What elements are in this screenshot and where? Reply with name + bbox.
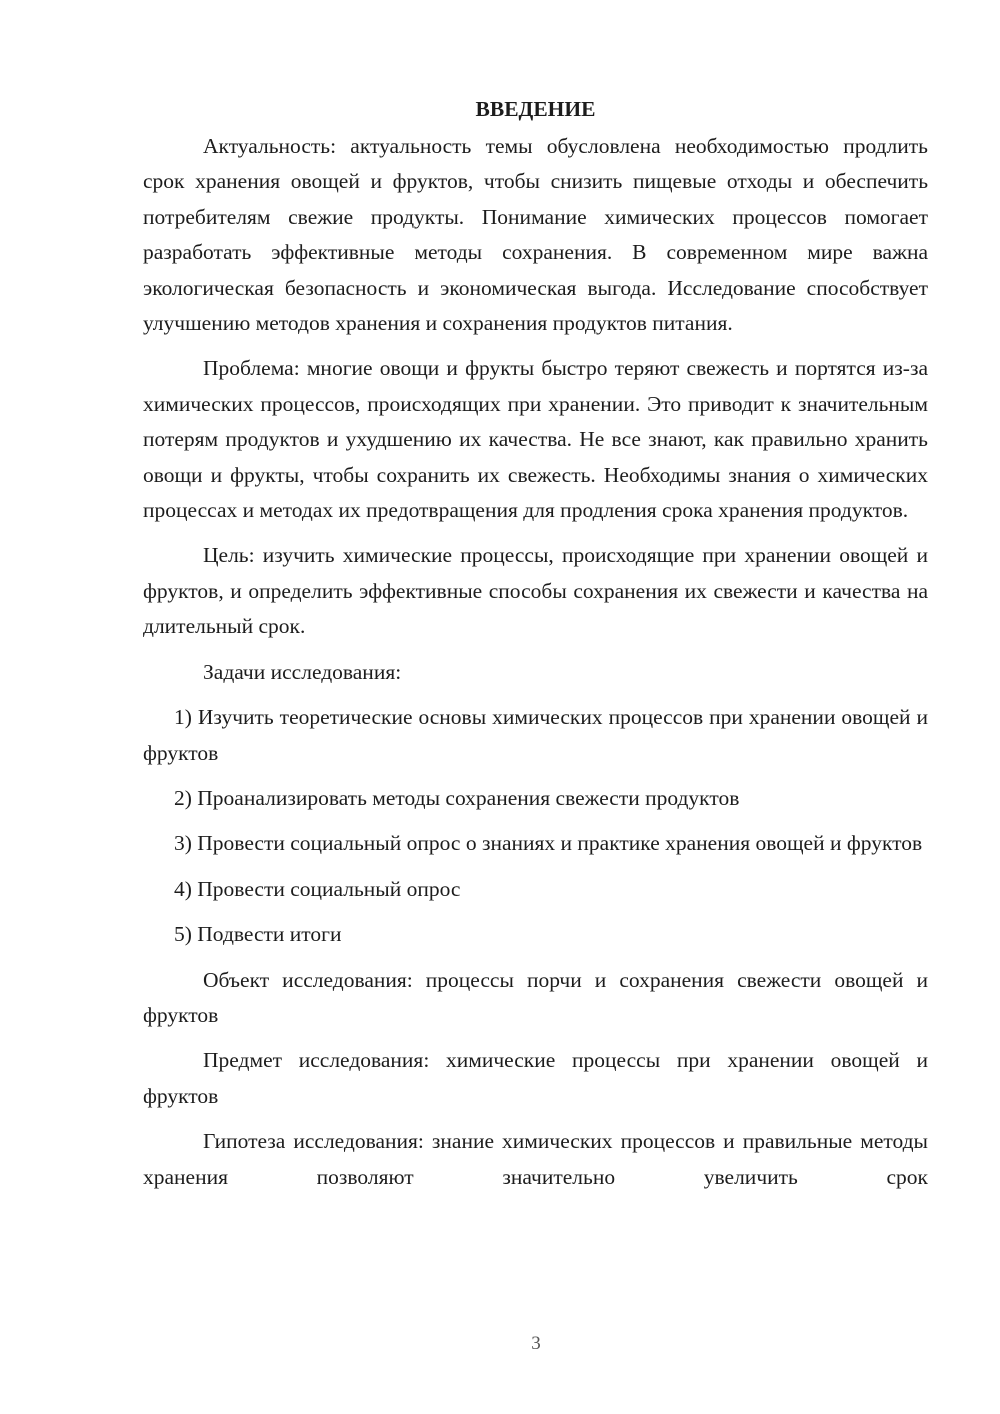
object-paragraph: Объект исследования: процессы порчи и сохранения свежести овощей и фруктов bbox=[143, 967, 928, 1027]
problem-paragraph: Проблема: многие овощи и фрукты быстро теряют свежесть и портятся из-за химических процессов, происходящих при хранении. Это приводит к значительным потерям продуктов и ухудшению их качества. Не все знают, как правильно хранить овощи и фрукты, чтобы сохранить их свежесть. Необходимы знания о химических процессах и методах их предотвращения для продления срока хранения продуктов. bbox=[143, 356, 928, 523]
subject-paragraph: Предмет исследования: химические процессы при хранении овощей и фруктов bbox=[143, 1048, 928, 1108]
task-item-5: 5) Подвести итоги bbox=[174, 922, 342, 947]
task-item-2: 2) Проанализировать методы сохранения свежести продуктов bbox=[174, 785, 740, 810]
relevance-paragraph: Актуальность: актуальность темы обусловлена необходимостью продлить срок хранения овощей и фруктов, чтобы снизить пищевые отходы и обеспечить потребителям свежие продукты. Понимание химических процессов помогает разработать эффективные методы сохранения. В современном мире важна экологическая безопасность и экономическая выгода. Исследование способствует улучшению методов хранения и сохранения продуктов питания. bbox=[143, 134, 928, 336]
task-item-1: 1) Изучить теоретические основы химических процессов при хранении овощей и фруктов bbox=[143, 705, 928, 765]
hypothesis-paragraph: Гипотеза исследования: знание химических процессов и правильные методы хранения позволяют значительно увеличить срок bbox=[143, 1129, 928, 1189]
section-title: ВВЕДЕНИЕ bbox=[475, 97, 596, 121]
task-item-4: 4) Провести социальный опрос bbox=[174, 876, 461, 901]
goal-paragraph: Цель: изучить химические процессы, происходящие при хранении овощей и фруктов, и определить эффективные способы сохранения их свежести и качества на длительный срок. bbox=[143, 543, 928, 639]
page-number: 3 bbox=[531, 1333, 541, 1354]
document-page bbox=[143, 92, 928, 1205]
task-item-3: 3) Провести социальный опрос о знаниях и практике хранения овощей и фруктов bbox=[174, 831, 923, 856]
tasks-heading: Задачи исследования: bbox=[203, 659, 402, 684]
